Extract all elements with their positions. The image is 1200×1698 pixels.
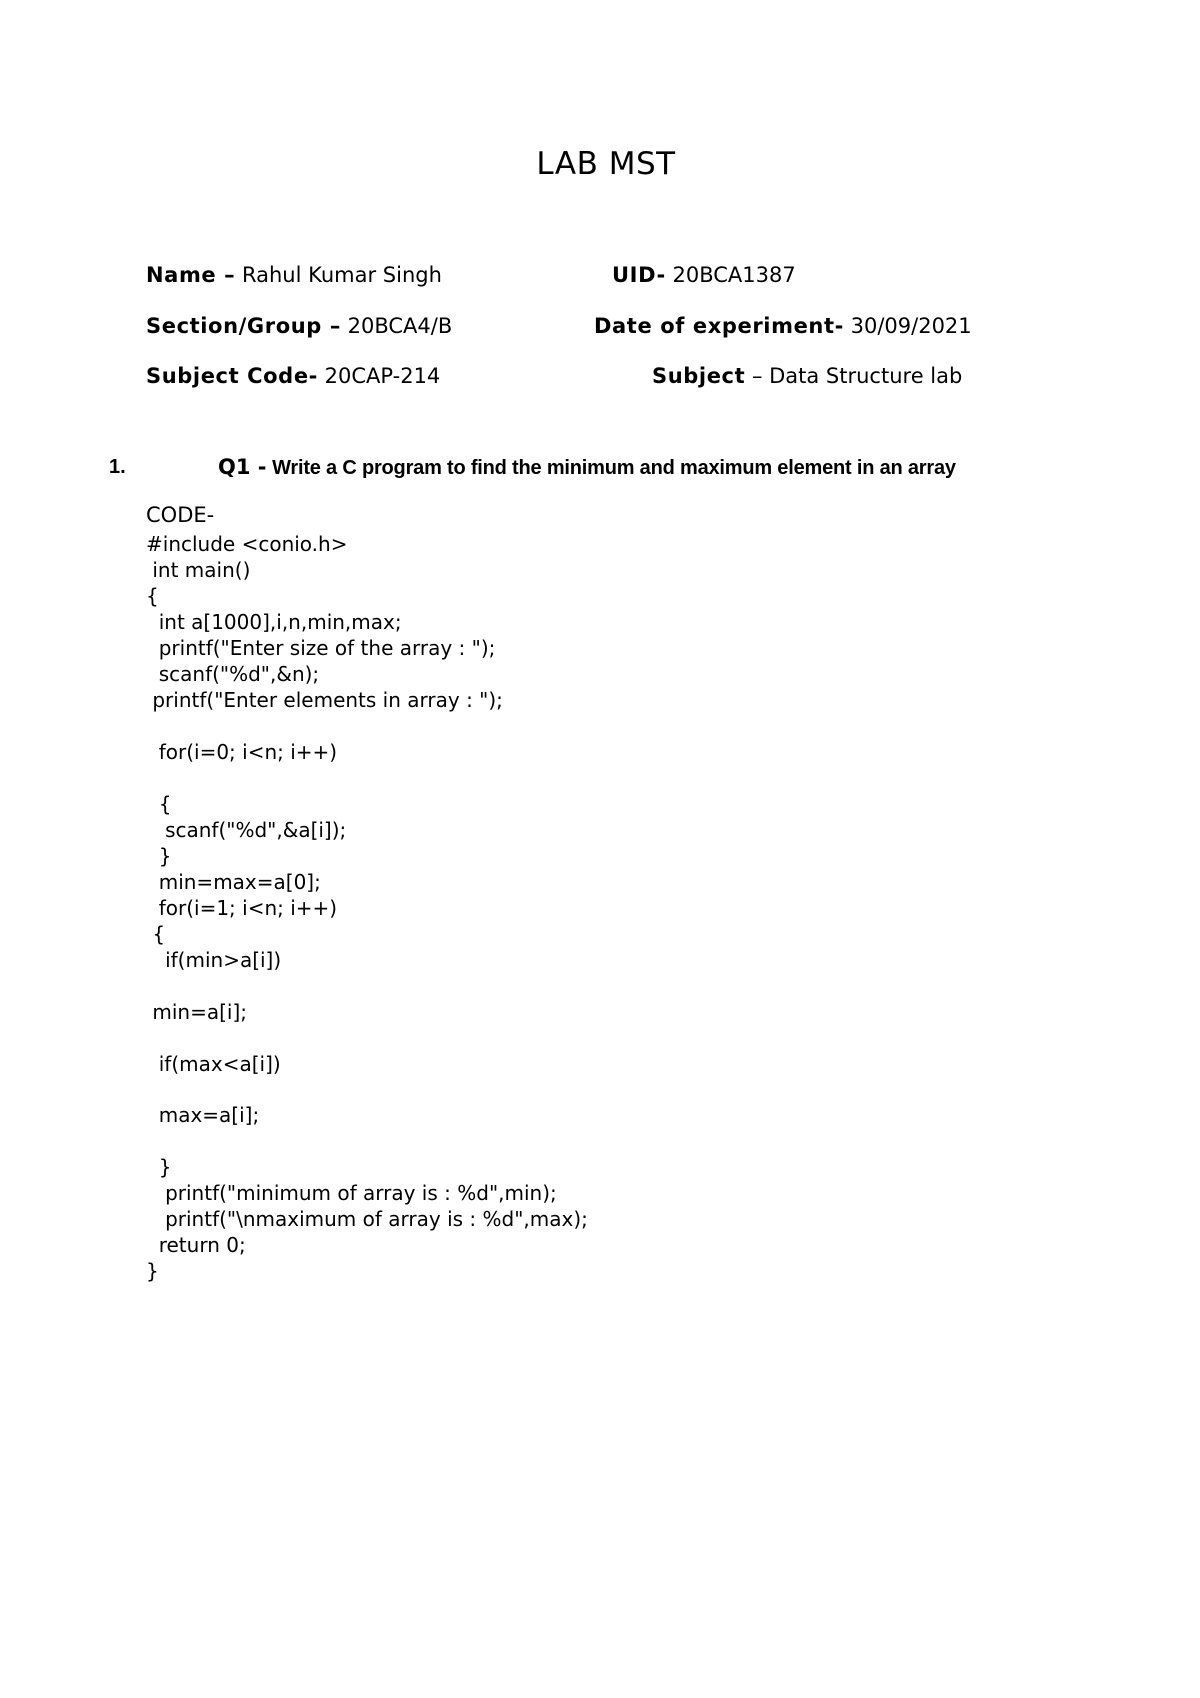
code-line: if(max<a[i])	[146, 1052, 281, 1076]
code-line: min=a[i];	[146, 1000, 247, 1024]
code-line: min=max=a[0];	[146, 870, 321, 894]
date-field	[594, 314, 972, 338]
question-number: 1.	[109, 456, 126, 478]
code-line: #include <conio.h>	[146, 532, 348, 556]
question	[218, 455, 956, 480]
subject-label: Subject	[652, 364, 746, 388]
code-line: }	[146, 844, 172, 868]
name-label: Name –	[146, 263, 236, 287]
uid-value: 20BCA1387	[672, 263, 796, 287]
code-line: scanf("%d",&a[i]);	[146, 818, 347, 842]
code-line: for(i=1; i<n; i++)	[146, 896, 338, 920]
code-line: printf("Enter size of the array : ");	[146, 636, 496, 660]
code-heading: CODE-	[146, 503, 215, 527]
subject-value: – Data Structure lab	[751, 364, 963, 388]
name-field	[146, 263, 442, 287]
subject-field	[652, 364, 962, 388]
section-value: 20BCA4/B	[347, 314, 453, 338]
section-field	[146, 314, 452, 338]
name-value: Rahul Kumar Singh	[241, 263, 442, 287]
code-line: max=a[i];	[146, 1103, 260, 1127]
question-text: Write a C program to find the minimum and maximum element in an array	[272, 457, 956, 479]
code-line: if(min>a[i])	[146, 948, 282, 972]
subject-code-field	[146, 364, 440, 388]
code-line: printf("\nmaximum of array is : %d",max);	[146, 1207, 588, 1231]
subject-code-label: Subject Code-	[146, 364, 318, 388]
code-line: int a[1000],i,n,min,max;	[146, 610, 402, 634]
code-line: scanf("%d",&n);	[146, 662, 320, 686]
code-line: return 0;	[146, 1233, 246, 1257]
code-line: printf("minimum of array is : %d",min);	[146, 1181, 557, 1205]
date-value: 30/09/2021	[850, 314, 972, 338]
code-line: int main()	[146, 558, 251, 582]
subject-code-value: 20CAP-214	[324, 364, 441, 388]
code-line: {	[146, 922, 166, 946]
uid-field	[612, 263, 796, 287]
date-label: Date of experiment-	[594, 314, 844, 338]
code-line: {	[146, 584, 159, 608]
code-line: }	[146, 1259, 159, 1283]
code-line: printf("Enter elements in array : ");	[146, 688, 503, 712]
question-id: Q1 -	[218, 455, 267, 479]
code-line: {	[146, 792, 172, 816]
uid-label: UID-	[612, 263, 666, 287]
code-line: for(i=0; i<n; i++)	[146, 740, 338, 764]
section-label: Section/Group –	[146, 314, 341, 338]
code-line: }	[146, 1155, 172, 1179]
document-title: LAB MST	[536, 146, 676, 182]
